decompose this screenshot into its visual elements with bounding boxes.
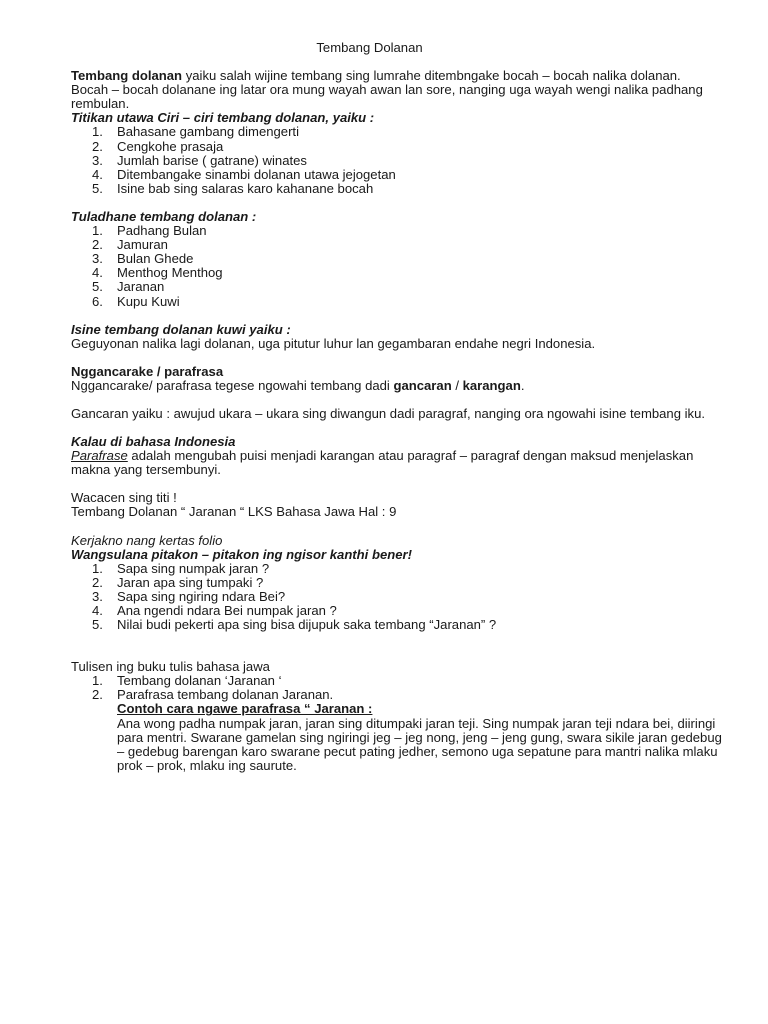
indo-definition: Parafrase adalah mengubah puisi menjadi karangan atau paragraf – paragraf dengan maksud menjelaskan makna yang tersembunyi. — [71, 448, 694, 478]
indo-heading: Kalau di bahasa Indonesia — [71, 434, 236, 450]
intro-text: yaiku salah wijine tembang sing lumrahe ditembngake bocah – bocah nalika dolanan. — [182, 68, 681, 84]
list-item: 4. Ditembangake sinambi dolanan utawa jejogetan — [92, 166, 396, 182]
intro-term: Tembang dolanan — [71, 68, 183, 84]
parafrase-term: Parafrase — [71, 448, 128, 464]
list-item: 1. Sapa sing numpak jaran ? — [92, 560, 270, 576]
tulisen-heading: Tulisen ing buku tulis bahasa jawa — [71, 659, 270, 675]
isine-text: Geguyonan nalika lagi dolanan, uga pitutur luhur lan gegambaran endahe negri Indonesia. — [71, 335, 596, 351]
list-item: 3. Jumlah barise ( gatrane) winates — [92, 152, 307, 168]
parafrasa-heading: Nggancarake / parafrasa — [71, 363, 224, 379]
list-item: 3. Sapa sing ngiring ndara Bei? — [92, 588, 286, 604]
contoh-heading: Contoh cara ngawe parafrasa “ Jaranan : — [117, 701, 373, 717]
list-item: 4. Ana ngendi ndara Bei numpak jaran ? — [92, 603, 337, 618]
list-item: 1. Tembang dolanan ‘Jaranan ‘ — [92, 673, 282, 689]
list-item: 6. Kupu Kuwi — [92, 293, 180, 309]
list-item: 5. Jaranan — [92, 279, 165, 295]
question-list — [71, 562, 728, 632]
list-item: 2. Parafrasa tembang dolanan Jaranan. — [92, 687, 334, 703]
wangsulana-heading: Wangsulana pitakon – pitakon ing ngisor kanthi bener! — [71, 546, 412, 562]
wacacen-line: Wacacen sing titi ! — [71, 490, 177, 506]
tuladha-heading: Tuladhane tembang dolanan : — [71, 208, 257, 224]
parafrasa-definition: Nggancarake/ parafrasa tegese ngowahi tembang dadi gancaran / karangan. — [71, 377, 525, 393]
list-item: 4. Menthog Menthog — [92, 265, 223, 281]
list-item: 2. Jamuran — [92, 237, 168, 253]
tuladha-list — [71, 224, 728, 309]
list-item: 3. Bulan Ghede — [92, 251, 194, 267]
reference-line: Tembang Dolanan “ Jaranan “ LKS Bahasa Jawa Hal : 9 — [71, 504, 397, 520]
list-item: 2. Cengkohe prasaja — [92, 138, 224, 154]
intro-paragraph-2: Bocah – bocah dolanane ing latar ora mung wayah awan lan sore, nanging uga wayah wengi nalika padhang rembulan. — [71, 82, 703, 112]
tulisen-list — [71, 674, 728, 702]
list-item: 5. Isine bab sing salaras karo kahanane bocah — [92, 180, 374, 196]
ciri-list — [71, 125, 728, 195]
ciri-heading: Titikan utawa Ciri – ciri tembang dolanan, yaiku : — [71, 110, 375, 126]
list-item: 2. Jaran apa sing tumpaki ? — [92, 574, 264, 590]
isine-heading: Isine tembang dolanan kuwi yaiku : — [71, 321, 291, 337]
contoh-text: Ana wong padha numpak jaran, jaran sing ditumpaki jaran teji. Sing numpak jaran teji ndara bei, diiringi para mentri. Swarane gamelan sing ngiringi jeg – jeg nong, jeng – jeng gung, swara sikile jaran gedebug – gedebug barengan karo swarane pecut pating jedher, semono uga sepatune para mantri nalika mlaku prok – prok, mlaku ing saurute. — [117, 715, 722, 773]
kerjakno-heading: Kerjakno nang kertas folio — [71, 532, 223, 548]
intro-paragraph — [71, 69, 728, 83]
list-item: 1. Bahasane gambang dimengerti — [92, 124, 299, 140]
page-title: Tembang Dolanan — [316, 40, 423, 55]
gancaran-definition: Gancaran yaiku : awujud ukara – ukara sing diwangun dadi paragraf, nanging ora ngowahi isine tembang iku. — [71, 405, 705, 421]
list-item: 5. Nilai budi pekerti apa sing bisa dijupuk saka tembang “Jaranan” ? — [92, 617, 497, 633]
list-item: 1. Padhang Bulan — [92, 223, 207, 239]
